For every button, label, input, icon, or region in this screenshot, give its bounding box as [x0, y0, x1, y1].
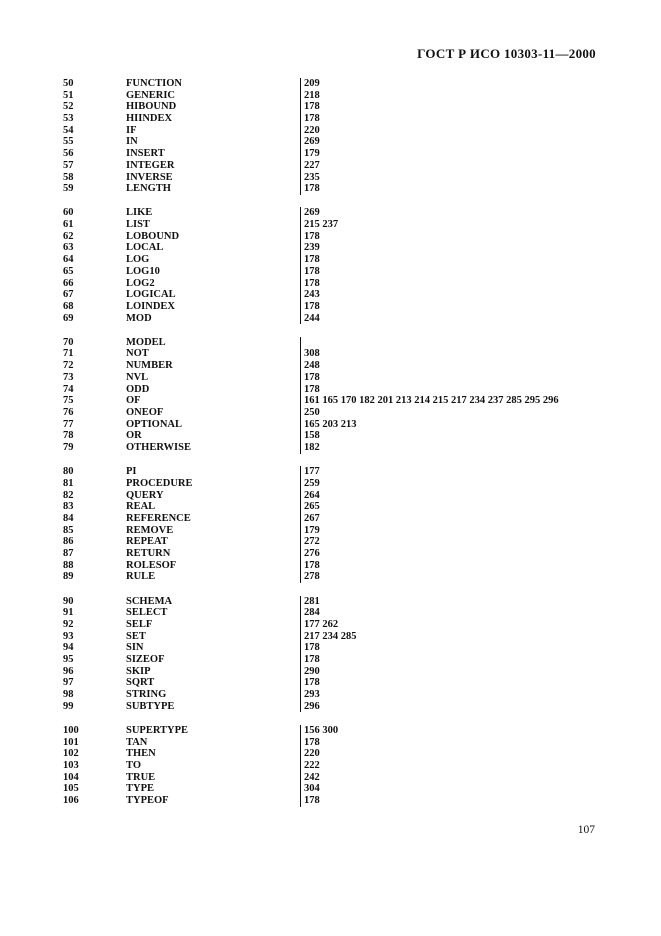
page-references: 178 — [300, 384, 320, 396]
row-number: 69 — [63, 312, 74, 324]
index-row — [63, 701, 623, 713]
index-row — [63, 372, 623, 384]
row-number: 76 — [63, 406, 74, 418]
keyword: PROCEDURE — [126, 477, 193, 489]
page-references: 179 — [300, 525, 320, 537]
page-references: 244 — [300, 313, 320, 325]
page-references: 178 — [300, 654, 320, 666]
index-row — [63, 631, 623, 643]
keyword: THEN — [126, 748, 156, 760]
row-number: 72 — [63, 360, 74, 372]
row-number: 74 — [63, 383, 74, 395]
index-row — [63, 607, 623, 619]
keyword: SQRT — [126, 677, 155, 689]
page-references: 178 — [300, 101, 320, 113]
row-number: 66 — [63, 277, 74, 289]
keyword: LOBOUND — [126, 230, 180, 242]
keyword: ONEOF — [126, 406, 164, 418]
row-number: 101 — [63, 736, 79, 748]
page-references: 178 — [300, 183, 320, 195]
row-number: 98 — [63, 689, 74, 700]
keyword: QUERY — [126, 489, 164, 501]
keyword: REPEAT — [126, 536, 168, 548]
row-number: 97 — [63, 677, 74, 689]
row-number: 88 — [63, 559, 74, 571]
keyword: TYPE — [126, 783, 155, 795]
row-number: 85 — [63, 524, 74, 536]
index-row — [63, 619, 623, 631]
keyword: INSERT — [126, 148, 165, 160]
page-references: 235 — [300, 172, 320, 184]
index-row — [63, 666, 623, 678]
page-references: 179 — [300, 148, 320, 160]
index-group — [63, 78, 623, 195]
keyword: OPTIONAL — [126, 418, 183, 430]
index-row — [63, 737, 623, 749]
keyword: IN — [126, 136, 138, 148]
keyword: STRING — [126, 689, 167, 700]
index-row — [63, 772, 623, 784]
index-group — [63, 725, 623, 807]
page-references: 293 — [300, 689, 320, 701]
keyword: LOG — [126, 254, 150, 266]
keyword: OTHERWISE — [126, 441, 191, 453]
row-number: 70 — [63, 336, 74, 348]
keyword: LOCAL — [126, 242, 164, 254]
index-row — [63, 442, 623, 454]
index-row — [63, 172, 623, 184]
page-references: 165 203 213 — [300, 419, 357, 431]
page-references: 278 — [300, 571, 320, 583]
row-number: 64 — [63, 254, 74, 266]
row-number: 106 — [63, 795, 79, 806]
page-references: 220 — [300, 748, 320, 760]
index-row — [63, 490, 623, 502]
keyword: REMOVE — [126, 524, 174, 536]
keyword: SIN — [126, 642, 144, 654]
keyword: INTEGER — [126, 159, 175, 171]
keyword: ROLESOF — [126, 559, 177, 571]
keyword: HIINDEX — [126, 113, 173, 125]
keyword: OR — [126, 430, 142, 442]
index-row — [63, 783, 623, 795]
keyword: LOG10 — [126, 265, 160, 277]
index-row — [63, 760, 623, 772]
page-references: 242 — [300, 772, 320, 784]
index-row — [63, 219, 623, 231]
page-references: 250 — [300, 407, 320, 419]
page-references: 217 234 285 — [300, 631, 357, 643]
index-row — [63, 113, 623, 125]
page-references: 290 — [300, 666, 320, 678]
keyword: OF — [126, 395, 141, 407]
row-number: 86 — [63, 536, 74, 548]
page-references: 218 — [300, 90, 320, 102]
page-references: 304 — [300, 783, 320, 795]
row-number: 103 — [63, 759, 79, 771]
page-references: 222 — [300, 760, 320, 772]
index-row — [63, 466, 623, 478]
page-references: 182 — [300, 442, 320, 454]
index-row — [63, 348, 623, 360]
index-row — [63, 207, 623, 219]
row-number: 82 — [63, 489, 74, 501]
index-row — [63, 748, 623, 760]
index-row — [63, 242, 623, 254]
row-number: 96 — [63, 665, 74, 677]
index-row — [63, 125, 623, 137]
keyword: NUMBER — [126, 360, 173, 372]
row-number: 105 — [63, 783, 79, 795]
row-number: 99 — [63, 700, 74, 712]
page-references: 178 — [300, 677, 320, 689]
row-number: 79 — [63, 441, 74, 453]
page-references: 243 — [300, 289, 320, 301]
keyword: INVERSE — [126, 171, 173, 183]
index-row — [63, 725, 623, 737]
keyword: SKIP — [126, 665, 151, 677]
row-number: 93 — [63, 630, 74, 642]
index-row — [63, 478, 623, 490]
page-references: 178 — [300, 113, 320, 125]
keyword: LENGTH — [126, 183, 171, 195]
index-row — [63, 313, 623, 325]
index-row — [63, 254, 623, 266]
keyword: NOT — [126, 348, 149, 360]
page-references: 215 237 — [300, 219, 338, 231]
page-references: 308 — [300, 348, 320, 360]
index-row — [63, 90, 623, 102]
page-references: 265 — [300, 501, 320, 513]
keyword: TRUE — [126, 771, 156, 783]
row-number: 80 — [63, 466, 74, 478]
page-references: 177 262 — [300, 619, 338, 631]
index-row — [63, 101, 623, 113]
keyword: SIZEOF — [126, 653, 165, 665]
keyword: MOD — [126, 312, 152, 324]
row-number: 61 — [63, 219, 74, 231]
row-number: 67 — [63, 289, 74, 301]
index-row — [63, 513, 623, 525]
page-references: 281 — [300, 596, 320, 608]
row-number: 59 — [63, 183, 74, 195]
page-references: 248 — [300, 360, 320, 372]
index-row — [63, 596, 623, 608]
keyword: LOG2 — [126, 277, 155, 289]
page-references: 178 — [300, 231, 320, 243]
index-group — [63, 596, 623, 713]
keyword: TYPEOF — [126, 795, 169, 806]
page-references: 227 — [300, 160, 320, 172]
row-number: 100 — [63, 724, 79, 736]
index-row — [63, 795, 623, 807]
index-row — [63, 360, 623, 372]
index-row — [63, 560, 623, 572]
page-references: 269 — [300, 207, 320, 219]
keyword: SUBTYPE — [126, 700, 175, 712]
page-references — [300, 337, 304, 349]
row-number: 102 — [63, 748, 79, 760]
row-number: 90 — [63, 595, 74, 607]
row-number: 75 — [63, 395, 74, 407]
row-number: 50 — [63, 78, 74, 89]
index-row — [63, 677, 623, 689]
keyword: LOGICAL — [126, 289, 176, 301]
index-row — [63, 384, 623, 396]
page-references: 158 — [300, 430, 320, 442]
index-row — [63, 571, 623, 583]
page-references: 178 — [300, 372, 320, 384]
page-references: 259 — [300, 478, 320, 490]
index-row — [63, 136, 623, 148]
page-references: 269 — [300, 136, 320, 148]
row-number: 87 — [63, 547, 74, 559]
index-row — [63, 654, 623, 666]
index-row — [63, 266, 623, 278]
keyword: RETURN — [126, 547, 171, 559]
row-number: 62 — [63, 230, 74, 242]
keyword: TO — [126, 759, 141, 771]
index-row — [63, 501, 623, 513]
row-number: 73 — [63, 371, 74, 383]
index-group — [63, 337, 623, 454]
keyword: SET — [126, 630, 146, 642]
keyword: TAN — [126, 736, 148, 748]
index-row — [63, 148, 623, 160]
row-number: 84 — [63, 512, 74, 524]
index-row — [63, 231, 623, 243]
page-references: 178 — [300, 266, 320, 278]
keyword: SUPERTYPE — [126, 724, 189, 736]
row-number: 52 — [63, 101, 74, 113]
page-header-title: ГОСТ Р ИСО 10303-11—2000 — [417, 46, 596, 61]
row-number: 60 — [63, 207, 74, 219]
page-references: 156 300 — [300, 725, 338, 737]
page-references: 178 — [300, 560, 320, 572]
index-row — [63, 536, 623, 548]
page-references: 178 — [300, 642, 320, 654]
row-number: 92 — [63, 618, 74, 630]
row-number: 94 — [63, 642, 74, 654]
page-references: 272 — [300, 536, 320, 548]
keyword: REFERENCE — [126, 512, 191, 524]
index-row — [63, 183, 623, 195]
row-number: 104 — [63, 771, 79, 783]
keyword: GENERIC — [126, 89, 176, 101]
row-number: 89 — [63, 571, 74, 583]
page-references: 209 — [300, 78, 320, 90]
row-number: 78 — [63, 430, 74, 442]
row-number: 54 — [63, 124, 74, 136]
row-number: 83 — [63, 501, 74, 513]
row-number: 55 — [63, 136, 74, 148]
page-references: 239 — [300, 242, 320, 254]
row-number: 53 — [63, 113, 74, 125]
row-number: 51 — [63, 89, 74, 101]
index-row — [63, 289, 623, 301]
index-row — [63, 301, 623, 313]
keyword: RULE — [126, 571, 156, 583]
keyword: ODD — [126, 383, 150, 395]
row-number: 77 — [63, 418, 74, 430]
page-references: 264 — [300, 490, 320, 502]
page-number: 107 — [577, 824, 595, 836]
index-row — [63, 160, 623, 172]
row-number: 95 — [63, 653, 74, 665]
keyword: SELF — [126, 618, 153, 630]
index-row — [63, 419, 623, 431]
row-number: 57 — [63, 159, 74, 171]
keyword: LOINDEX — [126, 300, 176, 312]
index-row — [63, 525, 623, 537]
index-row — [63, 78, 623, 90]
row-number: 68 — [63, 300, 74, 312]
page-references: 178 — [300, 301, 320, 313]
index-row — [63, 642, 623, 654]
keyword-index — [63, 78, 623, 819]
keyword: FUNCTION — [126, 78, 183, 89]
keyword: PI — [126, 466, 137, 478]
page-references: 178 — [300, 795, 320, 807]
keyword: NVL — [126, 371, 149, 383]
index-row — [63, 278, 623, 290]
page-references: 276 — [300, 548, 320, 560]
row-number: 56 — [63, 148, 74, 160]
page-references: 267 — [300, 513, 320, 525]
page-references: 178 — [300, 278, 320, 290]
index-group — [63, 207, 623, 324]
index-row — [63, 689, 623, 701]
keyword: LIKE — [126, 207, 153, 219]
row-number: 71 — [63, 348, 74, 360]
page-references: 161 165 170 182 201 213 214 215 217 234 237 285 295 296 — [300, 395, 559, 407]
page-references: 284 — [300, 607, 320, 619]
page-references: 177 — [300, 466, 320, 478]
page-references: 178 — [300, 737, 320, 749]
index-row — [63, 430, 623, 442]
row-number: 65 — [63, 265, 74, 277]
page-references: 296 — [300, 701, 320, 713]
keyword: MODEL — [126, 336, 166, 348]
index-row — [63, 548, 623, 560]
keyword: LIST — [126, 219, 150, 231]
keyword: REAL — [126, 501, 156, 513]
row-number: 63 — [63, 242, 74, 254]
keyword: SCHEMA — [126, 595, 173, 607]
row-number: 81 — [63, 477, 74, 489]
index-row — [63, 407, 623, 419]
row-number: 91 — [63, 607, 74, 619]
keyword: SELECT — [126, 607, 168, 619]
page-references: 178 — [300, 254, 320, 266]
index-group — [63, 466, 623, 583]
page-references: 220 — [300, 125, 320, 137]
row-number: 58 — [63, 171, 74, 183]
index-row — [63, 337, 623, 349]
keyword: IF — [126, 124, 137, 136]
index-row — [63, 395, 623, 407]
keyword: HIBOUND — [126, 101, 177, 113]
